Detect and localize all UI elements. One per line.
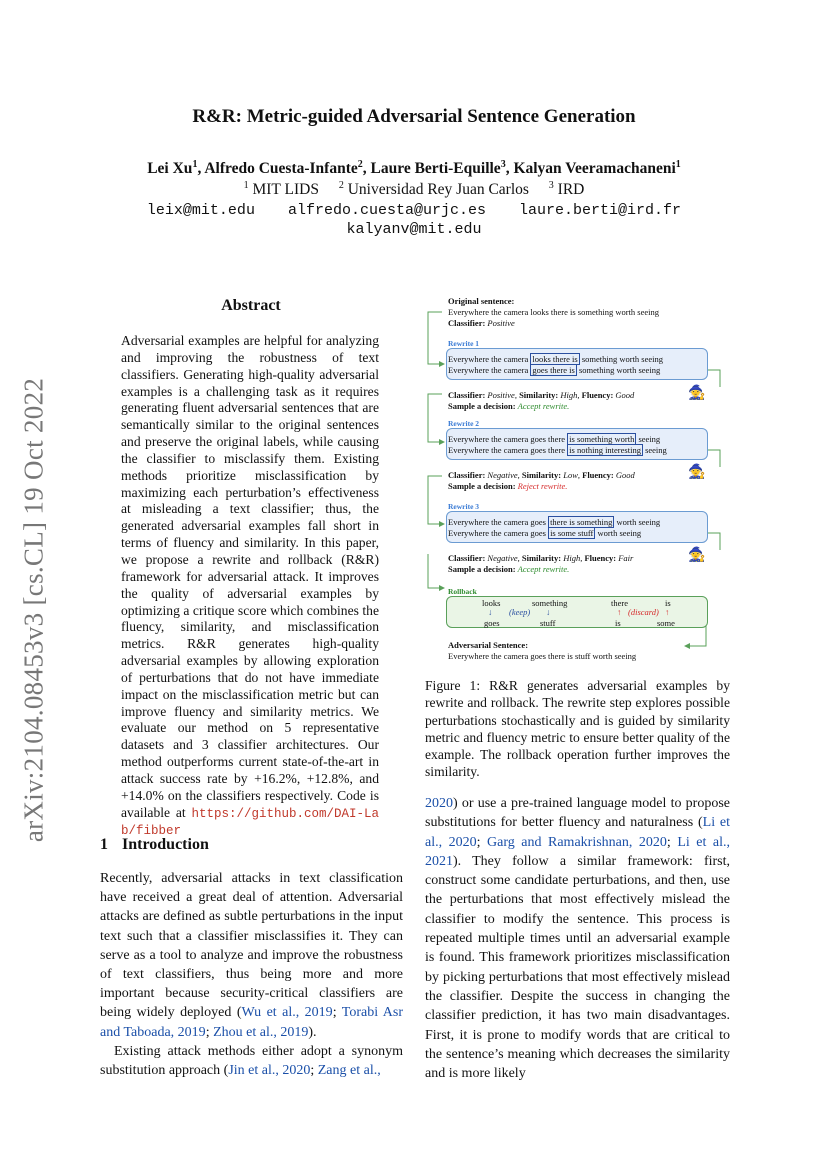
flow-arrow xyxy=(708,370,720,387)
rewrite-1-decision: Sample a decision: Accept rewrite. xyxy=(448,401,570,411)
email-list xyxy=(0,202,828,219)
rewrite-3-label: Rewrite 3 xyxy=(448,502,480,511)
rewrite-2-proposal: Everywhere the camera goes there is nothing interesting seeing xyxy=(448,445,667,455)
rollback-word: stuff xyxy=(540,618,556,628)
author-sup: 1 xyxy=(675,159,681,170)
rewrite-1-original: Everywhere the camera looks there is something worth seeing xyxy=(448,354,664,364)
citation-link[interactable]: Zhou et al., 2019 xyxy=(213,1024,309,1040)
para-text: ; xyxy=(332,1005,342,1021)
rollback-word: looks xyxy=(482,598,501,608)
para-text: ; xyxy=(205,1024,214,1040)
classifier-label: Classifier: xyxy=(448,318,486,328)
affil-sup: 1 xyxy=(243,180,249,191)
author-sup: 2 xyxy=(357,159,363,170)
abstract-body xyxy=(121,333,379,840)
affil-sup: 3 xyxy=(548,180,554,191)
para-text: Recently, adversarial attacks in text classification have received a great deal of attention. Adversarial attacks are defined as subtle perturbations in the input text such that a classifier misclassifies it. They can serve as a tool to analyze and improve the robustness of text classifiers, thus being more and more important because security-critical classifiers are being widely deployed ( xyxy=(100,871,403,1021)
flow-arrow xyxy=(428,554,444,588)
figure-1 xyxy=(420,292,732,672)
affil-sup: 2 xyxy=(338,180,344,191)
intro-paragraph xyxy=(100,869,403,1042)
classifier-value: Positive xyxy=(487,318,515,328)
author: Alfredo Cuesta-Infante xyxy=(204,160,358,178)
email[interactable]: leix@mit.edu xyxy=(146,202,255,219)
rollback-word: something xyxy=(532,598,568,608)
discard-arrow-icon: ↑ xyxy=(617,607,622,617)
arxiv-id: arXiv:2104.08453v3 [cs.CL] 19 Oct 2022 xyxy=(18,377,49,843)
rewrite-3-original: Everywhere the camera goes there is something worth seeing xyxy=(448,517,661,527)
abstract-heading: Abstract xyxy=(221,297,281,314)
affiliation: MIT LIDS xyxy=(252,181,319,199)
section-title: Introduction xyxy=(122,836,209,853)
flow-arrow xyxy=(428,312,444,364)
para-text: ). They follow a similar framework: first, construct some candidate perturbations, and then, use the perturbations that most effectively mislead the classifier to modify the sentence. This process is repeated multiple times until an adversarial example is found. This framework prioritizes misclassification by picking perturbations that most effectively mislead the classifier. Despite the success in changing the classifier prediction, it has two main disadvantages. First, it is prone to modify words that are critical to the sentence’s meaning which decreases the similarity and is more likely xyxy=(425,853,730,1082)
intro-body xyxy=(100,869,403,1080)
author: Kalyan Veeramachaneni xyxy=(513,160,676,178)
email[interactable]: kalyanv@mit.edu xyxy=(346,221,482,238)
flow-arrow xyxy=(685,626,706,646)
affiliation: IRD xyxy=(557,181,585,199)
affiliation: Universidad Rey Juan Carlos xyxy=(347,181,529,199)
keep-label: (keep) xyxy=(509,607,531,617)
right-column-body xyxy=(425,794,730,1083)
code-link[interactable]: https://github.com/DAI-Lab/fibber xyxy=(121,806,379,839)
rewrite-1-label: Rewrite 1 xyxy=(448,339,480,348)
email[interactable]: laure.berti@ird.fr xyxy=(519,202,682,219)
citation-link[interactable]: Wu et al., 2019 xyxy=(241,1005,333,1021)
rollback-word: is xyxy=(615,618,621,628)
critic-icon: 🧙 xyxy=(688,386,706,401)
para-text: ; xyxy=(666,834,678,850)
rollback-label: Rollback xyxy=(448,587,477,596)
citation-link[interactable]: Garg and Ramakrishnan, 2020 xyxy=(487,834,667,850)
rewrite-2-original: Everywhere the camera goes there is something worth seeing xyxy=(448,434,661,444)
section-heading xyxy=(100,836,209,854)
rewrite-3-proposal: Everywhere the camera goes is some stuff worth seeing xyxy=(448,528,642,538)
original-sentence: Everywhere the camera looks there is something worth seeing xyxy=(448,307,660,317)
rollback-word: goes xyxy=(484,618,500,628)
rewrite-2-label: Rewrite 2 xyxy=(448,419,480,428)
rewrite-1-metrics: Classifier: Positive, Similarity: High, Fluency: Good xyxy=(448,390,635,400)
flow-arrow xyxy=(428,394,444,442)
flow-arrow xyxy=(708,533,720,550)
figure-caption: Figure 1: R&R generates adversarial examples by rewrite and rollback. The rewrite step explores possible perturbations stochastically and is guided by similarity metric and fluency metric to ensure better quality of the example. The rollback operation further improves the similarity. xyxy=(425,678,730,780)
flow-arrow xyxy=(708,450,720,467)
rewrite-3-metrics: Classifier: Negative, Similarity: High, Fluency: Fair xyxy=(448,553,634,563)
citation-link[interactable]: Li et al., 2021 xyxy=(425,834,730,869)
keep-arrow-icon: ↓ xyxy=(546,607,551,617)
rewrite-2-metrics: Classifier: Negative, Similarity: Low, Fluency: Good xyxy=(448,470,635,480)
original-label: Original sentence: xyxy=(448,296,515,306)
paper-title: R&R: Metric-guided Adversarial Sentence Generation xyxy=(192,106,636,127)
citation-link[interactable]: Jin et al., 2020 xyxy=(228,1063,311,1079)
discard-label: (discard) xyxy=(628,607,659,617)
para-text: ). xyxy=(308,1024,317,1040)
email[interactable]: alfredo.cuesta@urjc.es xyxy=(287,202,487,219)
author: Laure Berti-Equille xyxy=(370,160,501,178)
rollback-word: some xyxy=(657,618,675,628)
para-text: Existing attack methods either adopt a synonym substitution approach ( xyxy=(100,1043,403,1079)
rewrite-1-proposal: Everywhere the camera goes there is something worth seeing xyxy=(448,365,661,375)
para-text: ; xyxy=(476,834,488,850)
abstract-text: Adversarial examples are helpful for analyzing and improving the robustness of text classifiers. Generating high-quality adversarial examples is a challenging task as it requires generating fluent adversarial sentences that are semantically similar to the original sentences and preserve the original labels, while causing the classifier to misclassify them. Existing methods prioritize misclassification by maximizing each perturbation’s effectiveness at misleading a text classifier; thus, the generated adversarial examples fall short in terms of fluency and similarity. In this paper, we propose a rewrite and rollback (R&R) framework for adversarial attack. It improves the quality of adversarial examples by optimizing a critique score which combines the fluency, similarity, and misclassification metrics. R&R generates high-quality adversarial examples by allowing exploration of perturbations that do not have immediate impact on the misclassification metric but can improve fluency and similarity metrics. We evaluate our method on 5 representative datasets and 3 classifier architectures. Our method outperforms current state-of-the-art in attack success rate by +16.2%, +12.8%, and +14.0% on the classifiers respectively. Code is available at xyxy=(121,333,379,820)
section-number: 1 xyxy=(100,836,108,853)
citation-link[interactable]: 2020 xyxy=(425,796,453,811)
discard-arrow-icon: ↑ xyxy=(665,607,670,617)
arxiv-stamp xyxy=(18,370,49,850)
para-text: ) or use a pre-trained language model to propose substitutions for better fluency and naturalness ( xyxy=(425,796,730,831)
critic-icon: 🧙 xyxy=(688,548,706,563)
adversarial-label: Adversarial Sentence: xyxy=(448,640,529,650)
rollback-word: is xyxy=(665,598,671,608)
citation-link[interactable]: Li et al., 2020 xyxy=(425,815,731,850)
keep-arrow-icon: ↓ xyxy=(488,607,493,617)
author: Lei Xu xyxy=(147,160,193,178)
rollback-word: there xyxy=(611,598,628,608)
critic-icon: 🧙 xyxy=(688,465,706,480)
rewrite-3-decision: Sample a decision: Accept rewrite. xyxy=(448,564,570,574)
para-text: ; xyxy=(310,1063,318,1079)
citation-link[interactable]: Torabi Asr and Taboada, 2019 xyxy=(100,1005,403,1040)
flow-arrow xyxy=(428,476,444,524)
intro-paragraph xyxy=(100,1042,403,1080)
citation-link[interactable]: Zang et al., xyxy=(317,1063,381,1079)
rewrite-2-decision: Sample a decision: Reject rewrite. xyxy=(448,481,568,491)
author-sup: 3 xyxy=(500,159,506,170)
affiliations xyxy=(0,180,828,199)
author-sup: 1 xyxy=(192,159,198,170)
author-list: Lei Xu$^1$, Alfredo Cuesta-Infante$^2$, Laure Berti-Equille$^3$, Kalyan Veeramachaneni$^1$ xyxy=(147,159,681,178)
adversarial-sentence: Everywhere the camera goes there is stuff worth seeing xyxy=(448,651,637,661)
